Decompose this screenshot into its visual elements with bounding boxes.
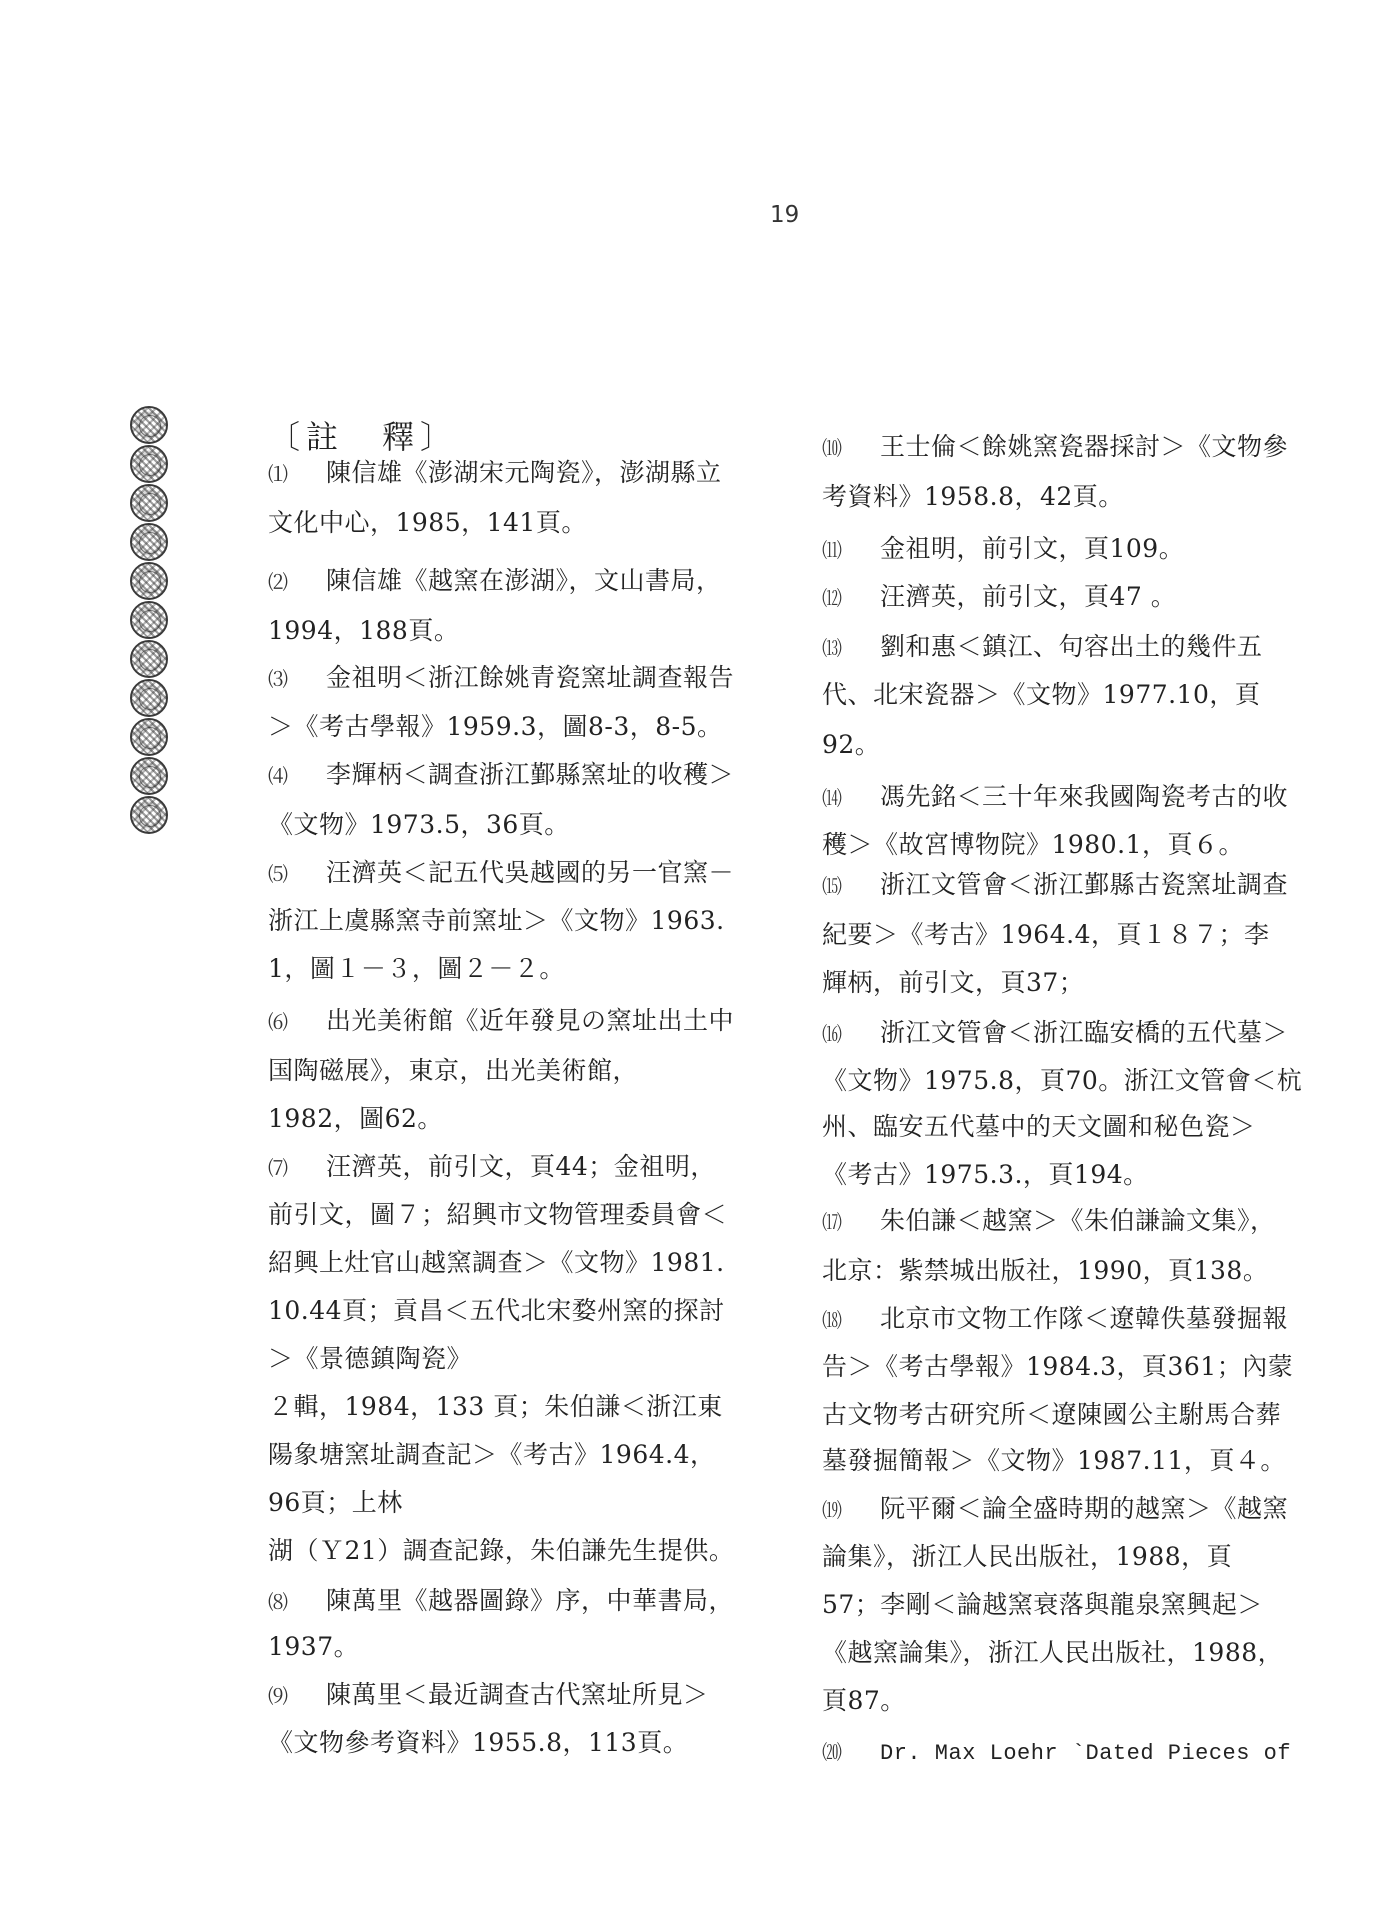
note-line	[268, 954, 565, 984]
note-text: 論集》，浙江人民出版社，1988，頁	[822, 1542, 1233, 1571]
note-line	[822, 1206, 1276, 1237]
note-line	[822, 1400, 1281, 1430]
note-text: 陳信雄《澎湖宋元陶瓷》，澎湖縣立	[326, 458, 722, 487]
note-line	[822, 1494, 1288, 1525]
note-line	[268, 1006, 734, 1037]
note-line	[268, 1056, 638, 1086]
note-line	[822, 1542, 1232, 1572]
note-number: ⑺	[268, 1156, 289, 1180]
note-line	[268, 906, 725, 936]
note-line	[822, 482, 1124, 512]
note-line	[268, 1440, 715, 1470]
note-text: 陳信雄《越窯在澎湖》，文山書局，	[326, 566, 722, 595]
note-line	[822, 582, 1176, 613]
note-line	[268, 1728, 688, 1758]
note-text: 陳萬里《越器圖錄》序，中華書局，	[326, 1586, 735, 1615]
note-text: ２輯，1984，133 頁；朱伯謙＜浙江東	[268, 1392, 723, 1421]
note-line	[822, 830, 1244, 860]
note-text: 墓發掘簡報＞《文物》1987.11，頁４。	[822, 1446, 1286, 1475]
note-number: ⒁	[822, 786, 843, 810]
seal-stamp-icon	[130, 523, 168, 561]
note-line	[268, 1200, 727, 1230]
note-line	[822, 1446, 1286, 1476]
note-text: 浙江文管會＜浙江鄞縣古瓷窯址調查	[880, 870, 1289, 899]
note-text: 《越窯論集》，浙江人民出版社，1988，	[822, 1638, 1284, 1667]
seal-stamp-icon	[130, 718, 168, 756]
note-line	[822, 1352, 1293, 1382]
note-line	[822, 1066, 1302, 1096]
note-text: 国陶磁展》，東京，出光美術館，	[268, 1056, 639, 1085]
note-line	[822, 680, 1260, 710]
note-line	[268, 1586, 734, 1617]
note-number: ⑷	[268, 764, 289, 788]
note-line	[822, 782, 1288, 813]
note-line	[822, 920, 1269, 950]
note-text: 浙江文管會＜浙江臨安橋的五代墓＞	[880, 1018, 1289, 1047]
note-line	[822, 432, 1288, 463]
note-text: 李輝柄＜調查浙江鄞縣窯址的收穫＞	[326, 760, 735, 789]
note-text: 出光美術館《近年發見の窯址出土中	[326, 1006, 735, 1035]
seal-stamp-icon	[130, 406, 168, 444]
note-line	[268, 712, 723, 742]
note-number: ⑻	[268, 1590, 289, 1614]
note-number: ⑹	[268, 1010, 289, 1034]
seal-column	[128, 406, 170, 835]
note-line	[268, 858, 734, 889]
note-text: 朱伯謙＜越窯＞《朱伯謙論文集》，	[880, 1206, 1276, 1235]
note-text: 考資料》1958.8，42頁。	[822, 482, 1124, 511]
note-number: ⒀	[822, 636, 843, 660]
note-text: 金祖明，前引文，頁109。	[880, 534, 1185, 563]
note-line	[268, 1680, 709, 1711]
note-line	[822, 1736, 1291, 1769]
note-line	[822, 1304, 1288, 1335]
note-line	[268, 1488, 403, 1518]
note-line	[268, 508, 587, 538]
note-text: 1982，圖62。	[268, 1104, 443, 1133]
note-text: 《文物參考資料》1955.8，113頁。	[268, 1728, 689, 1757]
note-number: ⒇	[822, 1740, 843, 1764]
note-text: 96頁；上林	[268, 1488, 403, 1517]
note-number: ⒃	[822, 1022, 843, 1046]
note-text: 陳萬里＜最近調查古代窯址所見＞	[326, 1680, 709, 1709]
note-text: 《文物》1975.8，頁70。浙江文管會＜杭	[822, 1066, 1303, 1095]
note-line	[268, 1152, 716, 1183]
note-line	[822, 632, 1263, 663]
note-text: 紹興上灶官山越窯調查＞《文物》1981.	[268, 1248, 725, 1277]
note-line	[268, 663, 734, 694]
note-line	[268, 458, 722, 489]
note-line	[822, 1018, 1288, 1049]
note-number: ⑴	[268, 462, 289, 486]
note-text: 阮平爾＜論全盛時期的越窯＞《越窯	[880, 1494, 1289, 1523]
seal-stamp-icon	[130, 484, 168, 522]
note-line	[268, 1104, 443, 1134]
note-line	[268, 1536, 734, 1566]
note-line	[268, 1632, 359, 1662]
note-text: 王士倫＜餘姚窯瓷器採討＞《文物參	[880, 432, 1289, 461]
note-line	[822, 1256, 1268, 1286]
note-line	[268, 1296, 725, 1326]
note-number: ⑸	[268, 862, 289, 886]
note-text: Dr. Max Loehr `Dated Pieces of	[880, 1741, 1292, 1766]
note-line	[822, 534, 1184, 565]
note-text: 10.44頁；貢昌＜五代北宋婺州窯的探討	[268, 1296, 725, 1325]
note-text: 1937。	[268, 1632, 360, 1661]
note-text: 穫＞《故宮博物院》1980.1，頁６。	[822, 830, 1244, 859]
note-text: 前引文，圖７；紹興市文物管理委員會＜	[268, 1200, 728, 1229]
note-line	[822, 1686, 906, 1716]
note-line	[268, 1392, 723, 1422]
note-text: 汪濟英，前引文，頁47 。	[880, 582, 1177, 611]
note-line	[822, 968, 1084, 998]
note-line	[268, 810, 570, 840]
note-text: 金祖明＜浙江餘姚青瓷窯址調查報告	[326, 663, 735, 692]
note-line	[822, 1590, 1263, 1620]
note-text: 浙江上虞縣窯寺前窯址＞《文物》1963.	[268, 906, 725, 935]
note-line	[822, 730, 880, 760]
note-number: ⒆	[822, 1498, 843, 1522]
note-line	[268, 566, 722, 597]
note-text: 57；李剛＜論越窯衰落與龍泉窯興起＞	[822, 1590, 1263, 1619]
note-text: 1，圖１－３，圖２－２。	[268, 954, 565, 983]
note-number: ⑽	[822, 436, 843, 460]
note-number: ⑶	[268, 667, 289, 691]
note-number: ⑾	[822, 538, 843, 562]
note-text: 輝柄，前引文，頁37；	[822, 968, 1085, 997]
seal-stamp-icon	[130, 445, 168, 483]
seal-stamp-icon	[130, 757, 168, 795]
note-number: ⑵	[268, 570, 289, 594]
notes-heading: 〔註 釋〕	[268, 418, 459, 456]
note-text: 劉和惠＜鎮江、句容出土的幾件五	[880, 632, 1263, 661]
note-text: 1994，188頁。	[268, 616, 460, 645]
note-line	[268, 760, 734, 791]
note-text: 陽象塘窯址調查記＞《考古》1964.4，	[268, 1440, 716, 1469]
note-text: ＞《景德鎮陶瓷》	[268, 1344, 473, 1373]
note-line	[822, 1638, 1283, 1668]
note-text: 紀要＞《考古》1964.4，頁１８７；李	[822, 920, 1270, 949]
note-text: 州、臨安五代墓中的天文圖和秘色瓷＞	[822, 1112, 1256, 1141]
note-text: 92。	[822, 730, 881, 759]
note-text: 《文物》1973.5，36頁。	[268, 810, 570, 839]
seal-stamp-icon	[130, 679, 168, 717]
note-number: ⒂	[822, 874, 843, 898]
note-text: 頁87。	[822, 1686, 906, 1715]
note-text: 汪濟英＜記五代吳越國的另一官窯－	[326, 858, 735, 887]
note-text: 北京市文物工作隊＜遼韓佚墓發掘報	[880, 1304, 1289, 1333]
page-number: 19	[770, 202, 800, 228]
note-number: ⑼	[268, 1684, 289, 1708]
note-text: 湖（Ｙ21）調查記錄，朱伯謙先生提供。	[268, 1536, 735, 1565]
note-number: ⒄	[822, 1210, 843, 1234]
note-line	[822, 1112, 1256, 1142]
note-text: 北京：紫禁城出版社，1990，頁138。	[822, 1256, 1269, 1285]
seal-stamp-icon	[130, 640, 168, 678]
note-line	[268, 1248, 725, 1278]
note-line	[268, 616, 459, 646]
note-text: 《考古》1975.3.，頁194。	[822, 1160, 1149, 1189]
note-text: 代、北宋瓷器＞《文物》1977.10，頁	[822, 680, 1261, 709]
note-text: ＞《考古學報》1959.3，圖8-3，8-5。	[268, 712, 723, 741]
note-text: 汪濟英，前引文，頁44；金祖明，	[326, 1152, 716, 1181]
seal-stamp-icon	[130, 796, 168, 834]
note-text: 告＞《考古學報》1984.3，頁361；內蒙	[822, 1352, 1294, 1381]
note-line	[822, 870, 1288, 901]
note-number: ⒅	[822, 1308, 843, 1332]
note-line	[268, 1344, 472, 1374]
seal-stamp-icon	[130, 601, 168, 639]
note-text: 文化中心，1985，141頁。	[268, 508, 587, 537]
seal-stamp-icon	[130, 562, 168, 600]
note-number: ⑿	[822, 586, 843, 610]
note-text: 古文物考古研究所＜遼陳國公主駙馬合葬	[822, 1400, 1282, 1429]
note-line	[822, 1160, 1149, 1190]
note-text: 馮先銘＜三十年來我國陶瓷考古的收	[880, 782, 1289, 811]
